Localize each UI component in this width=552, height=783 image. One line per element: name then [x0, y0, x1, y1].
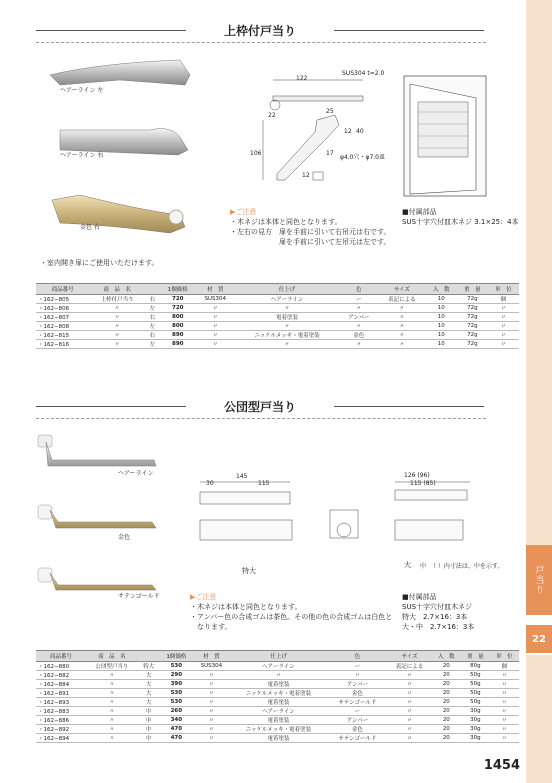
table-cell: 〃 — [488, 304, 519, 313]
table-cell: 〃 — [340, 340, 378, 349]
table-cell: 30g — [461, 716, 490, 725]
table-cell: 〃 — [235, 304, 340, 313]
table-cell: 72g — [457, 322, 488, 331]
table-cell: ニッケルメッキ・電着塗装 — [235, 331, 340, 340]
table-cell: ー — [328, 662, 388, 671]
table-cell: 〃 — [196, 313, 235, 322]
usage-note: ・室内開き扉にご使用いただけます。 — [40, 259, 159, 267]
table-cell: ニッケルメッキ・電着塗装 — [229, 689, 327, 698]
table-row — [36, 295, 519, 304]
table-cell: ・162−886 — [36, 716, 86, 725]
table-cell: 〃 — [488, 322, 519, 331]
dim-115: 115 — [258, 480, 270, 487]
table-cell: 10 — [426, 313, 457, 322]
table-cell: 20 — [432, 671, 461, 680]
table-row — [36, 313, 519, 322]
table-cell: 80g — [461, 662, 490, 671]
section2-drawing-small — [390, 470, 510, 570]
table-cell: 左 — [145, 322, 159, 331]
table-cell: アンバー — [340, 313, 378, 322]
table-row — [36, 304, 519, 313]
caution-line: ・左右の見方 扉を手前に引いて右吊元は右です。 — [230, 228, 391, 237]
bracket-left-photo — [50, 60, 190, 85]
table-row — [36, 734, 519, 743]
table-cell: 20 — [432, 680, 461, 689]
table-row — [36, 716, 519, 725]
table-cell: 20 — [432, 707, 461, 716]
table-cell: アンバー — [328, 680, 388, 689]
table-cell: 〃 — [86, 698, 138, 707]
photo-label-3: 金色 右 — [80, 224, 100, 231]
bracket-gold-photo — [52, 195, 185, 233]
title-rule-left — [36, 406, 186, 407]
table-cell: 〃 — [387, 671, 432, 680]
table-cell: 470 — [159, 725, 193, 734]
table-header: 商 品 名 — [89, 284, 145, 295]
table-cell: 〃 — [196, 322, 235, 331]
table-header: サイズ — [378, 284, 426, 295]
section2-table — [36, 650, 519, 743]
table-cell: 左 — [145, 340, 159, 349]
table-cell: 〃 — [86, 671, 138, 680]
table-cell: 〃 — [196, 304, 235, 313]
table-cell: 290 — [159, 671, 193, 680]
table-header: 入 数 — [432, 651, 461, 662]
page-number: 1454 — [483, 758, 520, 773]
table-cell: 〃 — [387, 716, 432, 725]
table-cell: 72g — [457, 304, 488, 313]
table-cell: 金色 — [328, 725, 388, 734]
size-small-label: 大 — [404, 561, 411, 569]
title-rule-right — [334, 30, 484, 31]
table-cell: 〃 — [89, 304, 145, 313]
table-cell: 800 — [160, 313, 196, 322]
table-row — [36, 680, 519, 689]
dim-material: SUS304 t=2.0 — [342, 70, 385, 77]
table-row — [36, 689, 519, 698]
table-cell: 〃 — [86, 680, 138, 689]
section1-table — [36, 283, 519, 349]
table-cell: 個 — [488, 295, 519, 304]
dim-22: 22 — [268, 112, 276, 119]
kodan-hairline-photo — [46, 442, 156, 466]
table-cell: 20 — [432, 689, 461, 698]
table-cell: 10 — [426, 322, 457, 331]
table-cell: 〃 — [378, 340, 426, 349]
table-cell: 表記による — [378, 295, 426, 304]
accessory-line: 特大 2.7×16：3本 — [402, 613, 468, 622]
table-cell: 〃 — [490, 671, 519, 680]
table-cell: ヘアーライン — [235, 295, 340, 304]
table-header: 仕上げ — [229, 651, 327, 662]
table-header: 仕上げ — [235, 284, 340, 295]
table-cell: 50g — [461, 680, 490, 689]
table-cell: 〃 — [488, 340, 519, 349]
table-cell: 20 — [432, 725, 461, 734]
caution-line: ・木ネジは本体と同色となります。 — [190, 603, 302, 612]
table-cell: 〃 — [86, 725, 138, 734]
side-number: 22 — [526, 625, 552, 653]
table-cell: 50g — [461, 671, 490, 680]
table-cell: ー — [328, 707, 388, 716]
table-header: 単 位 — [488, 284, 519, 295]
size-large-label: 特大 — [242, 567, 256, 575]
photo-label-1: ヘアーライン 左 — [60, 87, 104, 94]
table-cell: 470 — [159, 734, 193, 743]
table-cell: 〃 — [488, 331, 519, 340]
table-cell: 〃 — [229, 671, 327, 680]
table-cell: 〃 — [193, 707, 229, 716]
table-cell: 〃 — [378, 331, 426, 340]
table-cell: 大 — [138, 680, 159, 689]
table-cell: 〃 — [86, 734, 138, 743]
table-cell: 10 — [426, 331, 457, 340]
table-cell: 〃 — [387, 725, 432, 734]
dim-40: 40 — [356, 128, 364, 135]
dim-106: 106 — [250, 150, 262, 157]
table-cell: 〃 — [196, 340, 235, 349]
table-cell: ・162−884 — [36, 680, 86, 689]
dim-top-width: 122 — [296, 75, 308, 82]
table-cell: 50g — [461, 698, 490, 707]
table-cell: 〃 — [490, 716, 519, 725]
table-cell: 10 — [426, 304, 457, 313]
table-cell: ・162−893 — [36, 698, 86, 707]
table-cell: 大 — [138, 671, 159, 680]
table-cell: 390 — [159, 680, 193, 689]
section2-photos — [36, 430, 166, 600]
table-cell: 電着塗装 — [229, 734, 327, 743]
table-cell: 金色 — [340, 331, 378, 340]
table-cell: 〃 — [193, 680, 229, 689]
section1-title: 上枠付戸当り — [223, 24, 296, 38]
table-cell: 72g — [457, 313, 488, 322]
table-header — [138, 651, 159, 662]
table-row — [36, 707, 519, 716]
table-cell: 〃 — [235, 322, 340, 331]
table-cell: 20 — [432, 698, 461, 707]
table-cell: 〃 — [86, 716, 138, 725]
table-header: 商 品 名 — [86, 651, 138, 662]
section1-drawing — [255, 60, 385, 195]
table-cell: 〃 — [387, 680, 432, 689]
table-cell: ・162−880 — [36, 662, 86, 671]
table-header: サイズ — [387, 651, 432, 662]
photo-label-4: ヘアーライン — [118, 470, 154, 477]
table-row — [36, 725, 519, 734]
table-cell: 〃 — [378, 304, 426, 313]
table-row — [36, 322, 519, 331]
table-cell: ・162−882 — [36, 671, 86, 680]
accessory-line: SUS十字穴付皿木ネジ 3.1×25：4本 — [402, 218, 519, 227]
table-cell: 〃 — [196, 331, 235, 340]
accessory-line: SUS十字穴付皿木ネジ — [402, 603, 473, 612]
table-cell: 中 — [138, 734, 159, 743]
door-illustration — [400, 72, 490, 200]
table-cell: 〃 — [490, 698, 519, 707]
divider — [36, 42, 486, 43]
dim-145: 145 — [236, 473, 248, 480]
photo-label-6: サテンゴールド — [118, 593, 160, 600]
table-cell: 〃 — [490, 707, 519, 716]
table-cell: アンバー — [328, 716, 388, 725]
table-cell: 〃 — [193, 716, 229, 725]
table-cell: ヘアーライン — [229, 662, 327, 671]
table-cell: ・162−883 — [36, 707, 86, 716]
table-header: 商品番号 — [36, 284, 89, 295]
section1-accessory — [402, 207, 519, 227]
caution-line: ・木ネジは本体と同色となります。 — [230, 218, 342, 227]
table-cell: 20 — [432, 734, 461, 743]
section1-photos — [40, 55, 215, 235]
table-cell: 890 — [160, 340, 196, 349]
table-cell: ・162−815 — [36, 331, 89, 340]
section2-caution — [190, 592, 392, 633]
table-header: 色 — [328, 651, 388, 662]
table-cell: 大 — [138, 698, 159, 707]
table-cell: 〃 — [340, 304, 378, 313]
table-header — [145, 284, 159, 295]
side-strip — [526, 0, 552, 545]
table-cell: ・162−808 — [36, 322, 89, 331]
table-header: 材 質 — [193, 651, 229, 662]
table-cell: 中 — [138, 707, 159, 716]
table-cell: 〃 — [387, 734, 432, 743]
accessory-heading: ■付属部品 — [402, 593, 437, 601]
table-header: 入 数 — [426, 284, 457, 295]
section2-accessory — [402, 592, 474, 633]
table-cell: ・162−816 — [36, 340, 89, 349]
photo-label-2: ヘアーライン 右 — [60, 152, 104, 159]
table-row — [36, 662, 519, 671]
table-cell: 〃 — [490, 680, 519, 689]
kodan-gold-photo — [50, 510, 156, 528]
table-cell: 800 — [160, 322, 196, 331]
table-header: 重 量 — [457, 284, 488, 295]
table-cell: 〃 — [193, 698, 229, 707]
table-cell: 72g — [457, 295, 488, 304]
table-cell: ニッケルメッキ・電着塗装 — [229, 725, 327, 734]
table-cell: SUS304 — [193, 662, 229, 671]
table-cell: SUS304 — [196, 295, 235, 304]
table-cell: 〃 — [193, 671, 229, 680]
table-cell: 右 — [145, 295, 159, 304]
table-header: 単 位 — [490, 651, 519, 662]
table-cell: 中 — [138, 725, 159, 734]
table-cell: ー — [340, 295, 378, 304]
table-cell: 10 — [426, 295, 457, 304]
table-cell: ・162−807 — [36, 313, 89, 322]
table-cell: 72g — [457, 340, 488, 349]
table-cell: 〃 — [235, 340, 340, 349]
title-rule-right — [334, 406, 484, 407]
dim-30: 30 — [206, 480, 214, 487]
table-cell: 720 — [160, 304, 196, 313]
table-cell: 〃 — [488, 313, 519, 322]
table-cell: 260 — [159, 707, 193, 716]
dim-115-small: 115 (85) — [410, 480, 436, 487]
table-row — [36, 698, 519, 707]
dim-17: 17 — [326, 150, 334, 157]
table-cell: 〃 — [86, 707, 138, 716]
table-cell: 〃 — [378, 322, 426, 331]
table-cell: 電着塗装 — [229, 716, 327, 725]
table-cell: 〃 — [89, 322, 145, 331]
table-cell: 個 — [490, 662, 519, 671]
caution-line: 扉を手前に引いて左吊元は左です。 — [230, 238, 391, 247]
table-header: 色 — [340, 284, 378, 295]
dim-12b: 12 — [302, 172, 310, 179]
table-cell: 30g — [461, 725, 490, 734]
table-cell: ・162−891 — [36, 689, 86, 698]
table-cell: 10 — [426, 340, 457, 349]
table-cell: 890 — [160, 331, 196, 340]
table-cell: 〃 — [86, 689, 138, 698]
table-cell: 72g — [457, 331, 488, 340]
table-cell: ・162−806 — [36, 304, 89, 313]
table-cell: 20 — [432, 662, 461, 671]
table-cell: 530 — [159, 698, 193, 707]
divider — [36, 418, 486, 419]
table-cell: ・162−805 — [36, 295, 89, 304]
caution-line: ・アンバー色の合成ゴムは茶色。その他の色の合成ゴムは白色と — [190, 613, 393, 622]
table-cell: 530 — [159, 689, 193, 698]
table-cell: 〃 — [193, 689, 229, 698]
table-cell: 電着塗装 — [229, 698, 327, 707]
table-cell: 左 — [145, 304, 159, 313]
table-cell: 表記による — [387, 662, 432, 671]
table-cell: ヘアーライン — [229, 707, 327, 716]
table-cell: 電着塗装 — [235, 313, 340, 322]
table-cell: 〃 — [490, 725, 519, 734]
table-cell: 〃 — [490, 689, 519, 698]
table-header: 1個価格 — [159, 651, 193, 662]
table-row — [36, 331, 519, 340]
dim-25: 25 — [326, 108, 334, 115]
table-cell: 〃 — [193, 734, 229, 743]
table-cell: 上枠付戸当り — [89, 295, 145, 304]
table-cell: 〃 — [89, 340, 145, 349]
section1-caution — [230, 207, 390, 248]
caution-heading: ▶ご注意 — [190, 593, 217, 601]
table-cell: 340 — [159, 716, 193, 725]
accessory-heading: ■付属部品 — [402, 208, 437, 216]
title-rule-left — [36, 30, 186, 31]
table-cell: 20 — [432, 716, 461, 725]
dim-holes: φ4.0穴・φ7.0皿 — [340, 154, 386, 161]
accessory-line: 大・中 2.7×16：3本 — [402, 623, 475, 632]
size-mid-label: 中 — [420, 563, 427, 570]
table-cell: 電着塗装 — [229, 680, 327, 689]
side-tab[interactable]: 戸当り — [526, 545, 552, 615]
dim-12: 12 — [344, 128, 352, 135]
table-header: 重 量 — [461, 651, 490, 662]
table-header: 1個価格 — [160, 284, 196, 295]
table-cell: 中 — [138, 716, 159, 725]
table-cell: 公団型戸当り — [86, 662, 138, 671]
table-cell: 〃 — [387, 689, 432, 698]
dim-126: 126 (96) — [404, 472, 430, 479]
table-cell: 金色 — [328, 689, 388, 698]
table-cell: 右 — [145, 313, 159, 322]
table-cell: サテンゴールド — [328, 698, 388, 707]
table-cell: 30g — [461, 707, 490, 716]
table-cell: 50g — [461, 689, 490, 698]
table-cell: 〃 — [387, 698, 432, 707]
table-header: 材 質 — [196, 284, 235, 295]
table-cell: ・162−892 — [36, 725, 86, 734]
photo-label-5: 金色 — [118, 534, 131, 541]
table-cell: ・162−894 — [36, 734, 86, 743]
table-cell: サテンゴールド — [328, 734, 388, 743]
table-cell: 〃 — [387, 707, 432, 716]
size-note: （ ）内寸法は、中を示す。 — [430, 563, 504, 570]
caution-heading: ▶ご注意 — [230, 208, 257, 216]
table-cell: 〃 — [328, 671, 388, 680]
table-cell: 特大 — [138, 662, 159, 671]
table-cell: 右 — [145, 331, 159, 340]
table-cell: 530 — [159, 662, 193, 671]
table-cell: 〃 — [89, 331, 145, 340]
kodan-satin-photo — [50, 573, 156, 590]
table-cell: 大 — [138, 689, 159, 698]
table-cell: 〃 — [340, 322, 378, 331]
table-cell: 〃 — [490, 734, 519, 743]
table-header: 商品番号 — [36, 651, 86, 662]
caution-line: なります。 — [190, 623, 232, 632]
table-cell: 〃 — [193, 725, 229, 734]
side-strip-lower — [526, 655, 552, 783]
table-cell: 720 — [160, 295, 196, 304]
section2-title: 公団型戸当り — [223, 400, 296, 414]
table-cell: 〃 — [378, 313, 426, 322]
table-row — [36, 340, 519, 349]
table-cell: 30g — [461, 734, 490, 743]
table-row — [36, 671, 519, 680]
table-cell: 〃 — [89, 313, 145, 322]
